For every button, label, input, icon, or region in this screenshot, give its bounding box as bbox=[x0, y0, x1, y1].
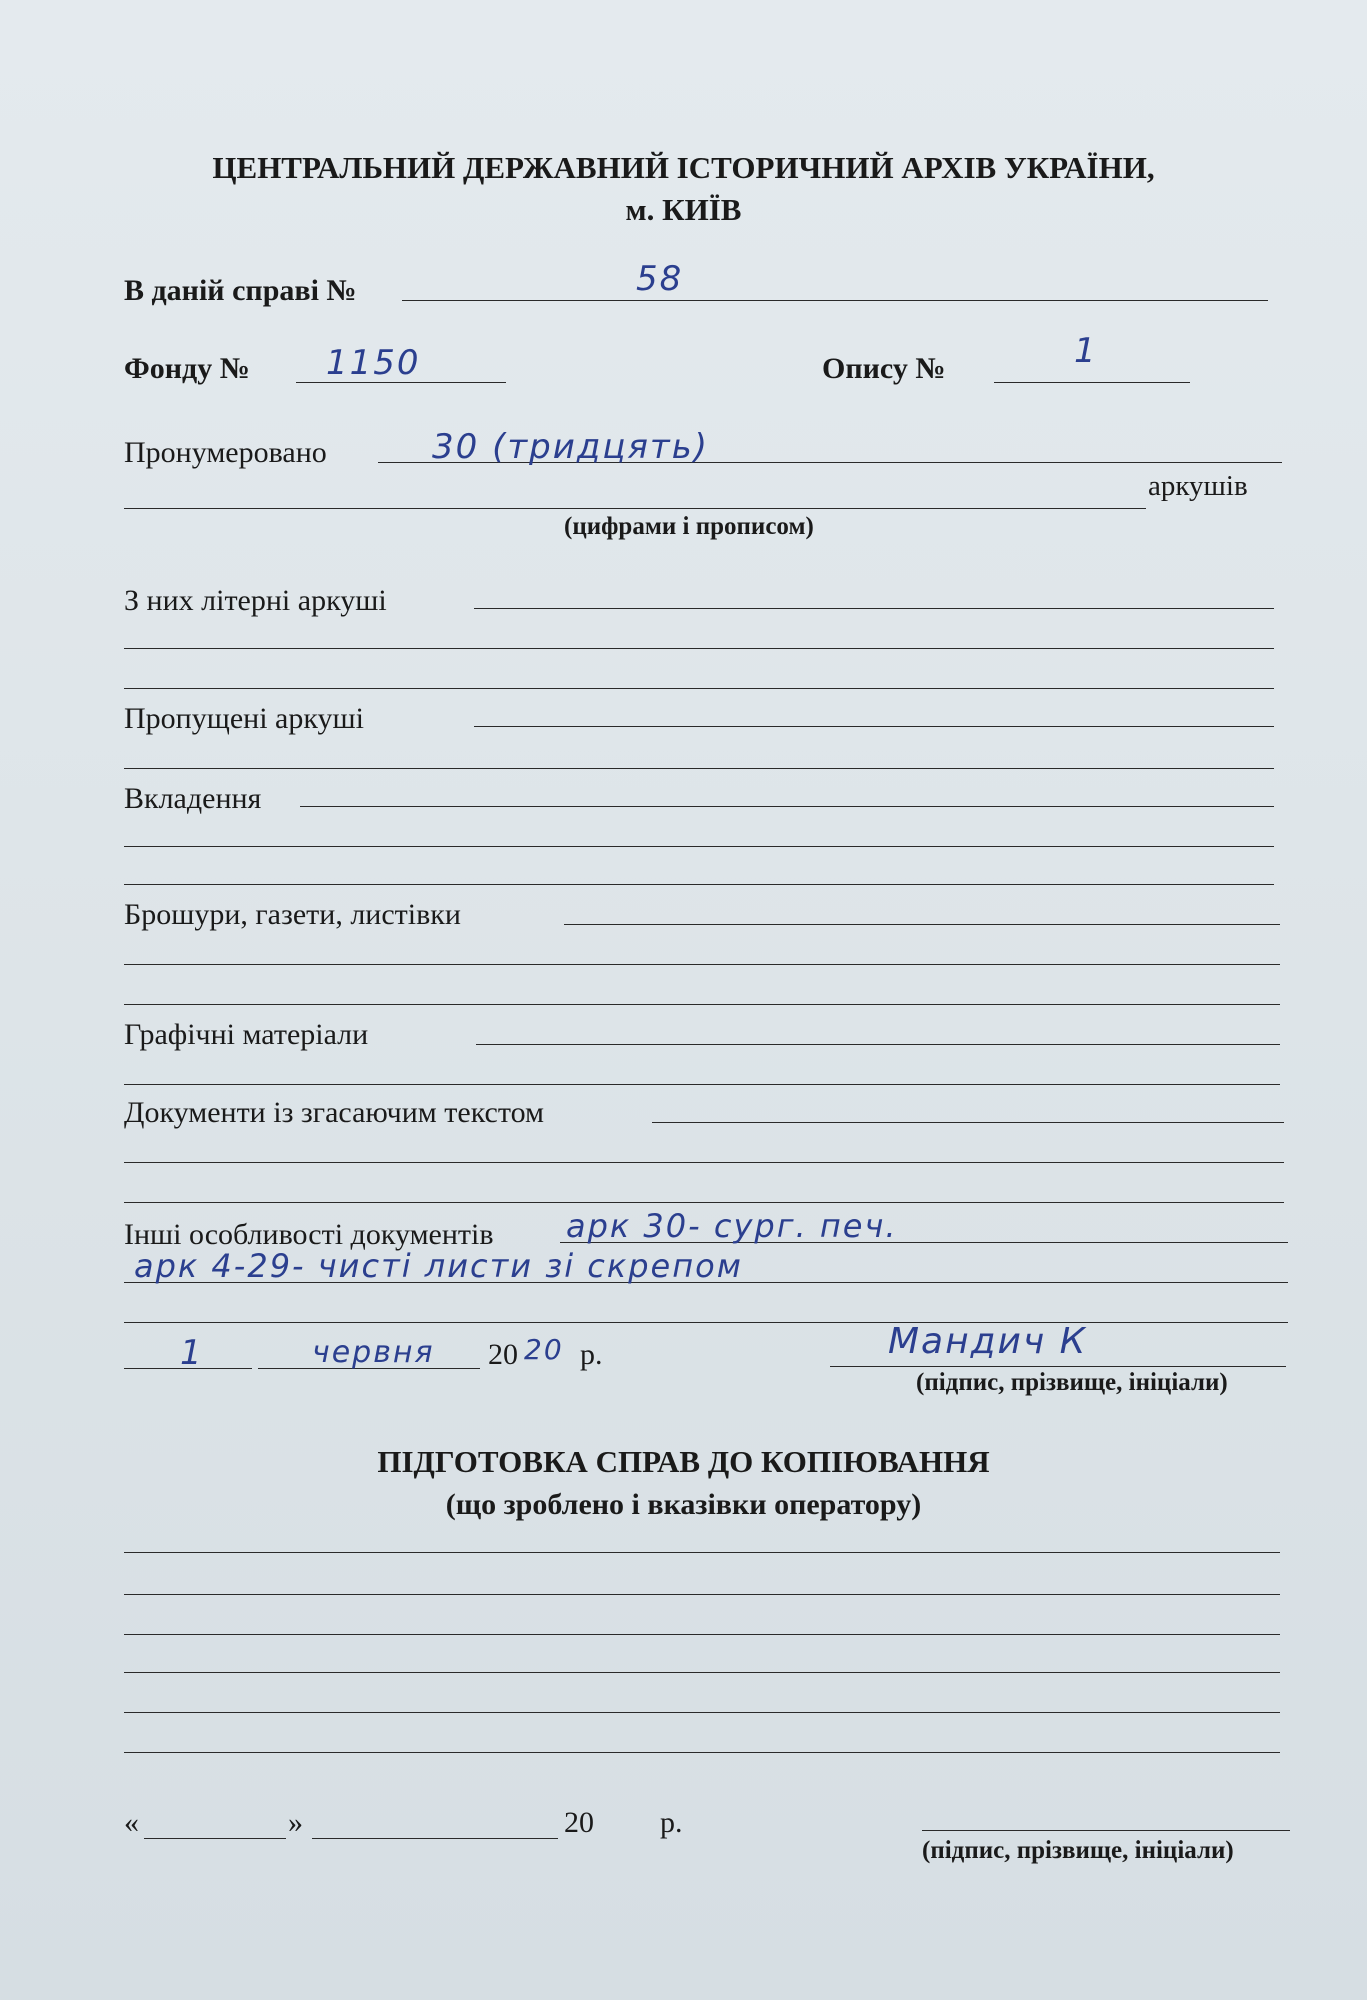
copying-month-line bbox=[312, 1838, 558, 1839]
copying-subtitle: (що зроблено і вказівки оператору) bbox=[445, 1488, 922, 1521]
copying-day-line bbox=[144, 1838, 286, 1839]
copying-signature-hint: (підпис, прізвище, ініціали) bbox=[922, 1837, 1234, 1864]
brochures-line-3 bbox=[124, 1004, 1280, 1005]
archive-city: м. КИЇВ bbox=[625, 192, 742, 227]
letter-sheets-line-3 bbox=[124, 688, 1274, 689]
copying-year-suffix: р. bbox=[660, 1806, 683, 1839]
date-year-suffix: р. bbox=[580, 1338, 603, 1371]
signature-hint: (підпис, прізвище, ініціали) bbox=[916, 1369, 1228, 1396]
fading-text-line-3 bbox=[124, 1202, 1284, 1203]
graphics-line-1 bbox=[476, 1044, 1280, 1045]
letter-sheets-line-1 bbox=[474, 608, 1274, 609]
copying-line-3 bbox=[124, 1634, 1280, 1635]
opys-line bbox=[994, 382, 1190, 383]
letter-sheets-label: З них літерні аркуші bbox=[124, 584, 387, 617]
copying-line-6 bbox=[124, 1752, 1280, 1753]
copying-signature-line bbox=[922, 1830, 1290, 1831]
date-year-value: 20 bbox=[524, 1333, 564, 1366]
case-line bbox=[402, 300, 1268, 301]
copying-line-5 bbox=[124, 1712, 1280, 1713]
brochures-line-2 bbox=[124, 964, 1280, 965]
copying-line-2 bbox=[124, 1594, 1280, 1595]
numbered-hint: (цифрами і прописом) bbox=[564, 513, 814, 540]
numbered-label: Пронумеровано bbox=[124, 436, 327, 469]
date-day-value: 1 bbox=[180, 1333, 204, 1373]
other-features-value-2: арк 4-29- чисті листи зі скрепом bbox=[134, 1247, 743, 1285]
copying-title: ПІДГОТОВКА СПРАВ ДО КОПІЮВАННЯ bbox=[377, 1444, 990, 1479]
other-features-line-3 bbox=[124, 1322, 1288, 1323]
copying-quote-close: » bbox=[288, 1806, 303, 1839]
fading-text-line-2 bbox=[124, 1162, 1284, 1163]
missing-sheets-label: Пропущені аркуші bbox=[124, 702, 364, 735]
brochures-line-1 bbox=[564, 924, 1280, 925]
copying-quote-open: « bbox=[124, 1806, 139, 1839]
opys-label: Опису № bbox=[822, 352, 946, 385]
date-year-prefix: 20 bbox=[488, 1338, 518, 1371]
other-features-label: Інші особливості документів bbox=[124, 1218, 494, 1251]
archive-name: ЦЕНТРАЛЬНИЙ ДЕРЖАВНИЙ ІСТОРИЧНИЙ АРХІВ УКРАЇНИ, bbox=[212, 150, 1155, 185]
attachments-line-3 bbox=[124, 884, 1274, 885]
date-month-value: червня bbox=[312, 1335, 435, 1370]
opys-value: 1 bbox=[1074, 331, 1098, 371]
copying-line-1 bbox=[124, 1552, 1280, 1553]
case-value: 58 bbox=[636, 259, 684, 299]
graphics-label: Графічні матеріали bbox=[124, 1018, 369, 1051]
fond-label: Фонду № bbox=[124, 352, 250, 385]
copying-year-prefix: 20 bbox=[564, 1806, 594, 1839]
missing-sheets-line-2 bbox=[124, 768, 1274, 769]
attachments-line-1 bbox=[300, 806, 1274, 807]
signature-value: Мандич К bbox=[888, 1321, 1088, 1362]
fond-value: 1150 bbox=[326, 343, 421, 383]
attachments-line-2 bbox=[124, 846, 1274, 847]
sheets-suffix: аркушів bbox=[1148, 470, 1248, 502]
brochures-label: Брошури, газети, листівки bbox=[124, 898, 461, 931]
fading-text-label: Документи із згасаючим текстом bbox=[124, 1096, 544, 1129]
missing-sheets-line-1 bbox=[474, 726, 1274, 727]
case-label: В даній справі № bbox=[124, 274, 357, 307]
numbered-value: 30 (тридцять) bbox=[432, 427, 710, 467]
fading-text-line-1 bbox=[652, 1122, 1284, 1123]
other-features-value-1: арк 30- сург. печ. bbox=[566, 1207, 898, 1245]
signature-line bbox=[830, 1366, 1286, 1367]
letter-sheets-line-2 bbox=[124, 648, 1274, 649]
attachments-label: Вкладення bbox=[124, 782, 262, 815]
copying-line-4 bbox=[124, 1672, 1280, 1673]
numbered-line-2 bbox=[124, 508, 1146, 509]
graphics-line-2 bbox=[124, 1084, 1280, 1085]
